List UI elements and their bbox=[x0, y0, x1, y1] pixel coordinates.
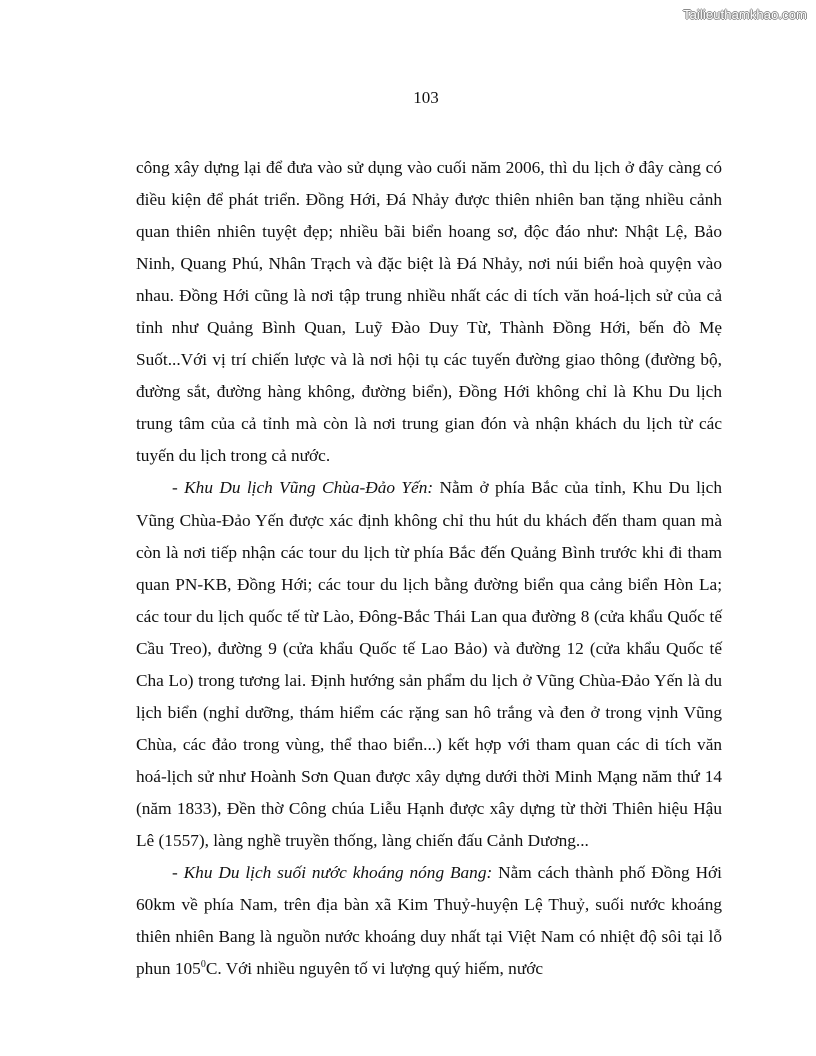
paragraph-3-text: Nằm cách thành phố Đồng Hới 60km về phía Nam, trên địa bàn xã Kim Thuỷ-huyện Lệ Thuỷ, suối nước khoáng thiên nhiên Bang là nguồn nước khoáng duy nhất tại Việt Nam có nhiệt độ sôi tại lỗ phun 105 bbox=[136, 863, 722, 979]
paragraph-2-heading: - Khu Du lịch Vũng Chùa-Đảo Yến: bbox=[172, 478, 434, 498]
body-text bbox=[136, 152, 722, 985]
paragraph-3-heading: - Khu Du lịch suối nước khoáng nóng Bang: bbox=[172, 863, 493, 883]
paragraph-1 bbox=[136, 152, 722, 472]
degree-superscript: 0 bbox=[200, 959, 206, 971]
page-number: 103 bbox=[413, 88, 439, 107]
paragraph-3-tail: C. Với nhiều nguyên tố vi lượng quý hiếm, nước bbox=[205, 959, 543, 979]
paragraph-2-text: Nằm ở phía Bắc của tỉnh, Khu Du lịch Vũng Chùa-Đảo Yến được xác định không chỉ thu hút du khách đến tham quan mà còn là nơi tiếp nhận các tour du lịch từ phía Bắc đến Quảng Bình trước khi đi tham quan PN-KB, Đồng Hới; các tour du lịch bằng đường biển qua cảng biển Hòn La; các tour du lịch quốc tế từ Lào, Đông-Bắc Thái Lan qua đường 8 (cửa khẩu Quốc tế Cầu Treo), đường 9 (cửa khẩu Quốc tế Lao Bảo) và đường 12 (cửa khẩu Quốc tế Cha Lo) trong tương lai. Định hướng sản phẩm du lịch ở Vũng Chùa-Đảo Yến là du lịch biển (nghỉ dưỡng, thám hiểm các rặng san hô trắng và đen ở trong vịnh Vũng Chùa, các đảo trong vùng, thể thao biển...) kết hợp với tham quan các di tích văn hoá-lịch sử như Hoành Sơn Quan được xây dựng dưới thời Minh Mạng năm thứ 14 (năm 1833), Đền thờ Công chúa Liễu Hạnh được xây dựng từ thời Thiên hiệu Hậu Lê (1557), làng nghề truyền thống, làng chiến đấu Cảnh Dương... bbox=[136, 478, 722, 850]
paragraph-3 bbox=[136, 857, 722, 985]
paragraph-2 bbox=[136, 472, 722, 857]
watermark: Tailieuthamkhao.com bbox=[682, 7, 807, 22]
paragraph-1-text: công xây dựng lại để đưa vào sử dụng vào cuối năm 2006, thì du lịch ở đây càng có điều kiện để phát triển. Đồng Hới, Đá Nhảy được thiên nhiên ban tặng nhiều cảnh quan thiên nhiên tuyệt đẹp; nhiều bãi biển hoang sơ, độc đáo như: Nhật Lệ, Bảo Ninh, Quang Phú, Nhân Trạch và đặc biệt là Đá Nhảy, nơi núi biển hoà quyện vào nhau. Đồng Hới cũng là nơi tập trung nhiều nhất các di tích văn hoá-lịch sử của cả tỉnh như Quảng Bình Quan, Luỹ Đào Duy Từ, Thành Đồng Hới, bến đò Mẹ Suốt...Với vị trí chiến lược và là nơi hội tụ các tuyến đường giao thông (đường bộ, đường sắt, đường hàng không, đường biển), Đồng Hới không chỉ là Khu Du lịch trung tâm của cả tỉnh mà còn là nơi trung gian đón và nhận khách du lịch từ các tuyến du lịch trong cả nước. bbox=[136, 158, 722, 466]
